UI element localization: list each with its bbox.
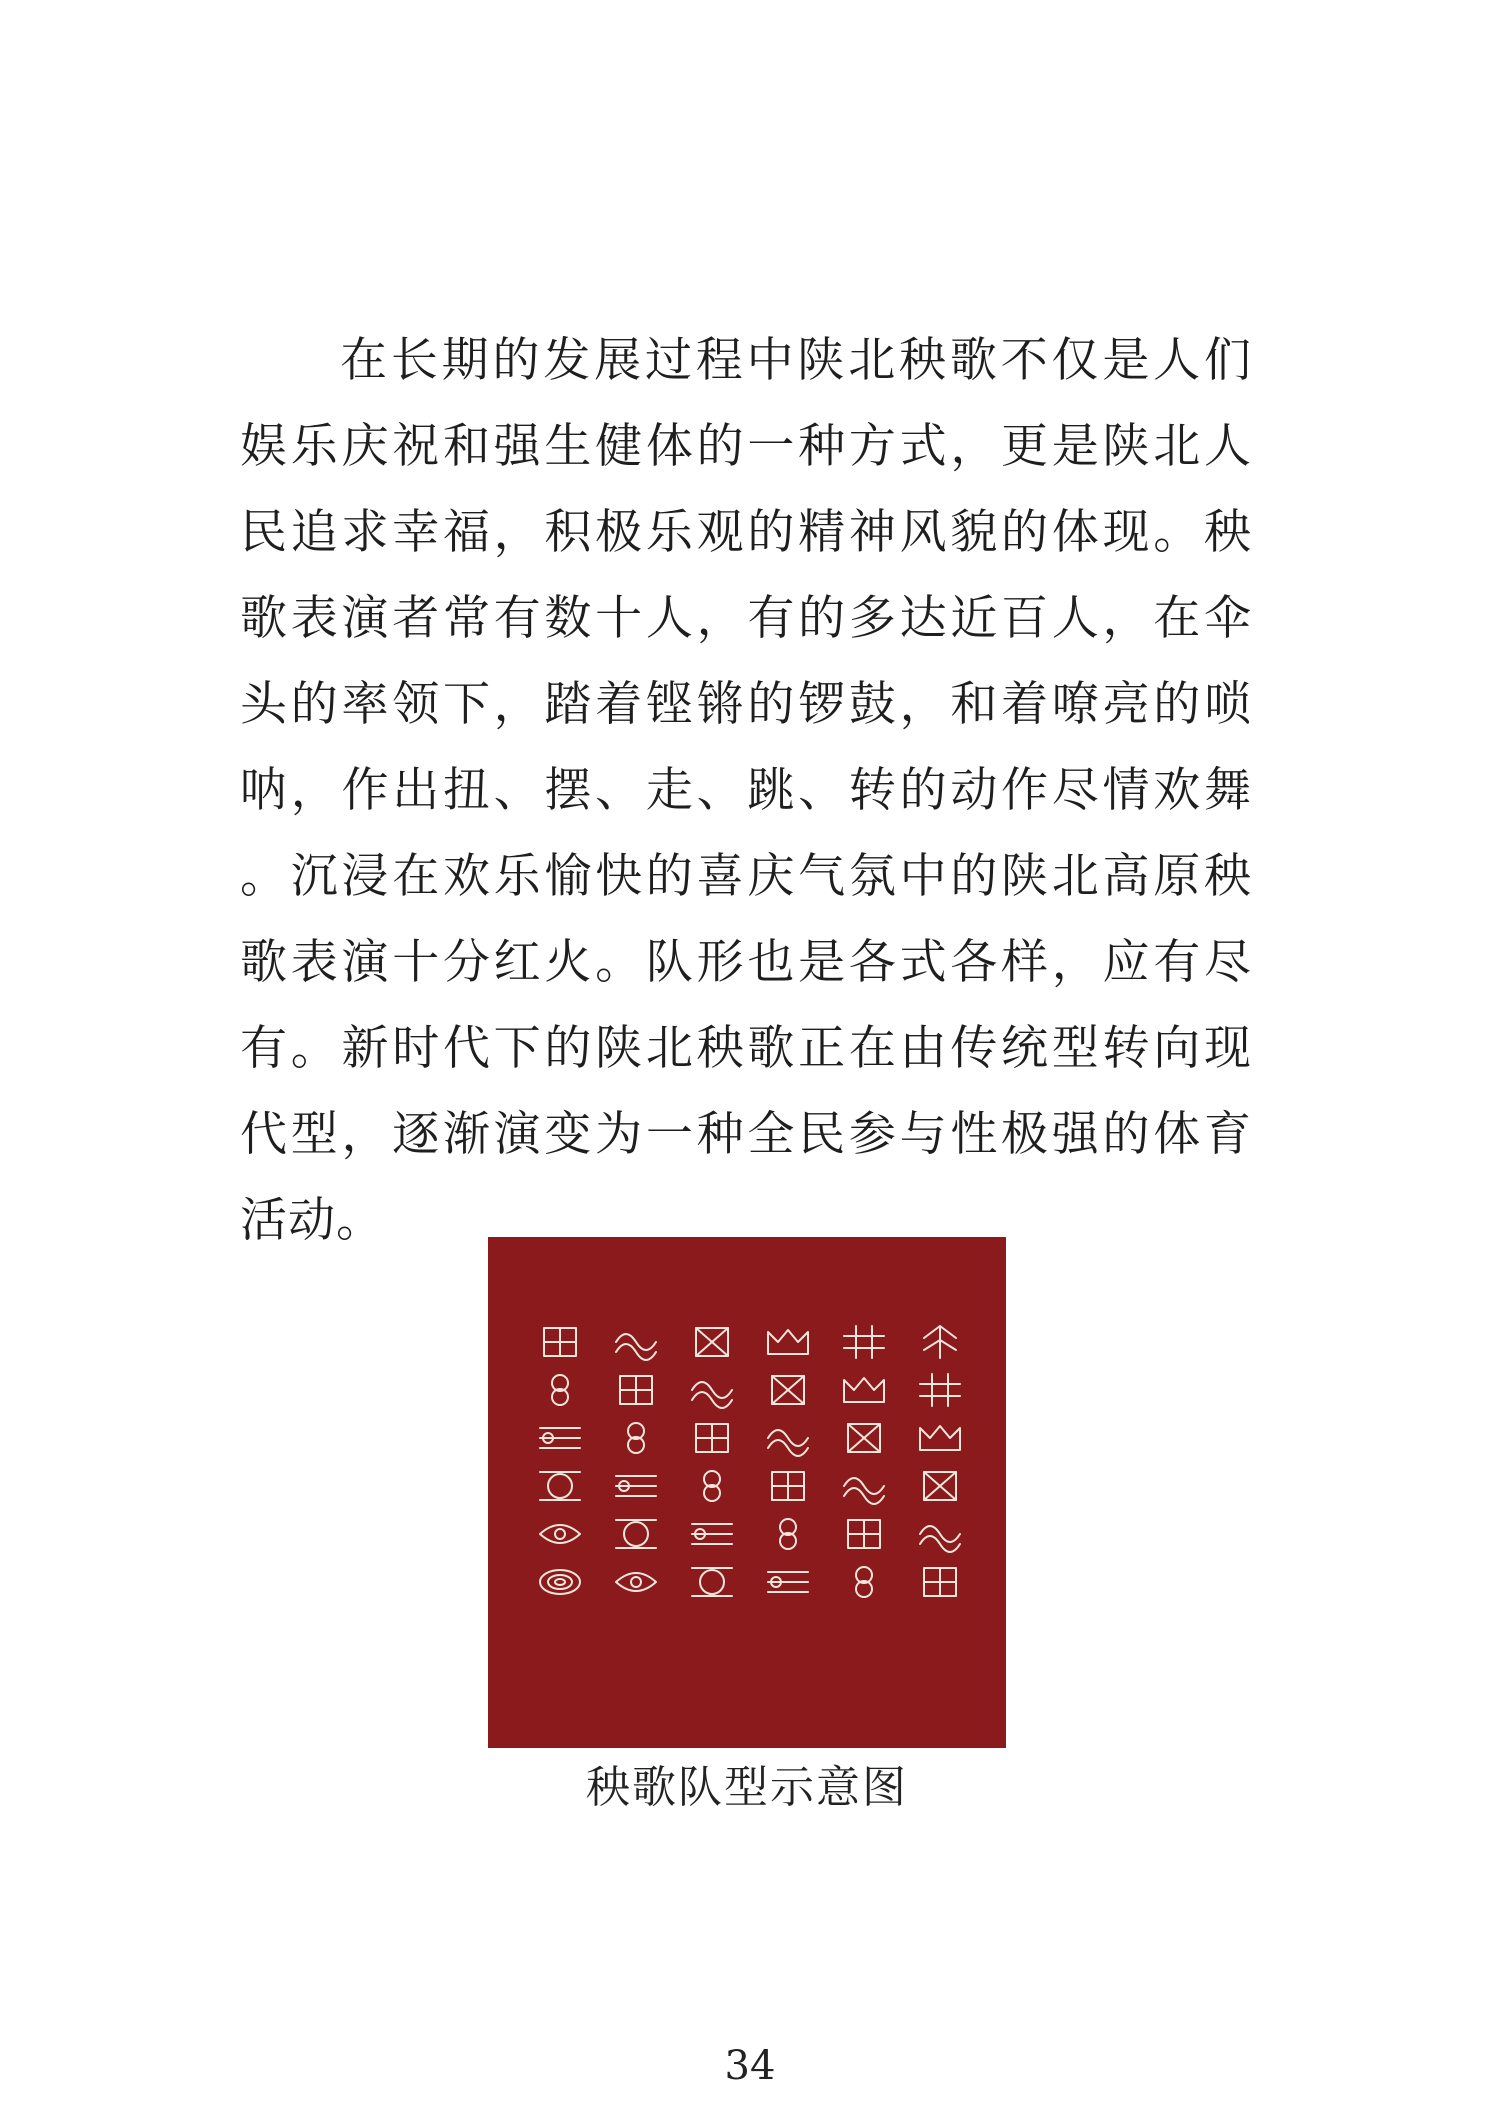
formation-glyph — [540, 1525, 580, 1543]
formation-glyph — [616, 1334, 656, 1360]
formation-glyph — [924, 1326, 956, 1358]
formation-glyph — [924, 1472, 956, 1500]
paragraph-line: 歌表演者常有数十人，有的多达近百人，在伞 — [240, 591, 1252, 646]
formation-glyph — [848, 1424, 880, 1452]
formation-glyph — [920, 1526, 960, 1552]
formation-glyph — [780, 1519, 796, 1549]
formation-glyph — [848, 1520, 880, 1548]
yangge-formation-figure — [488, 1237, 1006, 1748]
formation-glyph — [616, 1476, 656, 1496]
formation-glyph — [544, 1328, 576, 1356]
body-paragraph — [240, 318, 1252, 1264]
formation-glyph — [768, 1572, 808, 1592]
figure-caption: 秧歌队型示意图 — [586, 1762, 908, 1813]
paragraph-line: 娱乐庆祝和强生健体的一种方式，更是陕北人 — [240, 419, 1252, 474]
formation-glyph — [696, 1424, 728, 1452]
formation-glyph — [920, 1426, 960, 1450]
formation-glyph — [692, 1524, 732, 1544]
formation-glyph — [696, 1328, 728, 1356]
formation-glyph — [844, 1478, 884, 1504]
formation-glyph — [540, 1428, 580, 1448]
paragraph-line: 头的率领下，踏着铿锵的锣鼓，和着嘹亮的唢 — [240, 677, 1252, 732]
paragraph-line: 活动。 — [240, 1193, 384, 1248]
formation-glyph — [616, 1573, 656, 1591]
formation-glyph — [768, 1330, 808, 1354]
formation-glyph — [540, 1472, 580, 1500]
formation-glyph — [844, 1378, 884, 1402]
paragraph-line: 呐，作出扭、摆、走、跳、转的动作尽情欢舞 — [240, 763, 1252, 818]
paragraph-line: 有。新时代下的陕北秧歌正在由传统型转向现 — [240, 1021, 1252, 1076]
paragraph-line: 歌表演十分红火。队形也是各式各样，应有尽 — [240, 935, 1252, 990]
formation-glyph — [856, 1567, 872, 1597]
formation-glyph — [768, 1430, 808, 1456]
formation-diagram-image — [488, 1237, 1006, 1748]
formation-glyph — [704, 1471, 720, 1501]
formation-glyph — [616, 1520, 656, 1548]
formation-glyph — [920, 1374, 960, 1406]
formation-glyph — [540, 1570, 580, 1594]
paragraph-line: 民追求幸福，积极乐观的精神风貌的体现。秧 — [240, 505, 1252, 560]
paragraph-line: 在长期的发展过程中陕北秧歌不仅是人们 — [340, 333, 1252, 388]
formation-glyph — [620, 1376, 652, 1404]
paragraph-line: 代型，逐渐演变为一种全民参与性极强的体育 — [240, 1107, 1252, 1162]
formation-glyph — [692, 1568, 732, 1596]
formation-glyph — [628, 1423, 644, 1453]
formation-glyph — [772, 1472, 804, 1500]
page-number: 34 — [724, 2043, 776, 2089]
formation-glyph — [924, 1568, 956, 1596]
formation-glyph — [844, 1326, 884, 1358]
formation-glyph — [692, 1382, 732, 1408]
paragraph-line: 。沉浸在欢乐愉快的喜庆气氛中的陕北高原秧 — [240, 849, 1252, 904]
formation-glyph — [772, 1376, 804, 1404]
formation-glyph — [552, 1375, 568, 1405]
